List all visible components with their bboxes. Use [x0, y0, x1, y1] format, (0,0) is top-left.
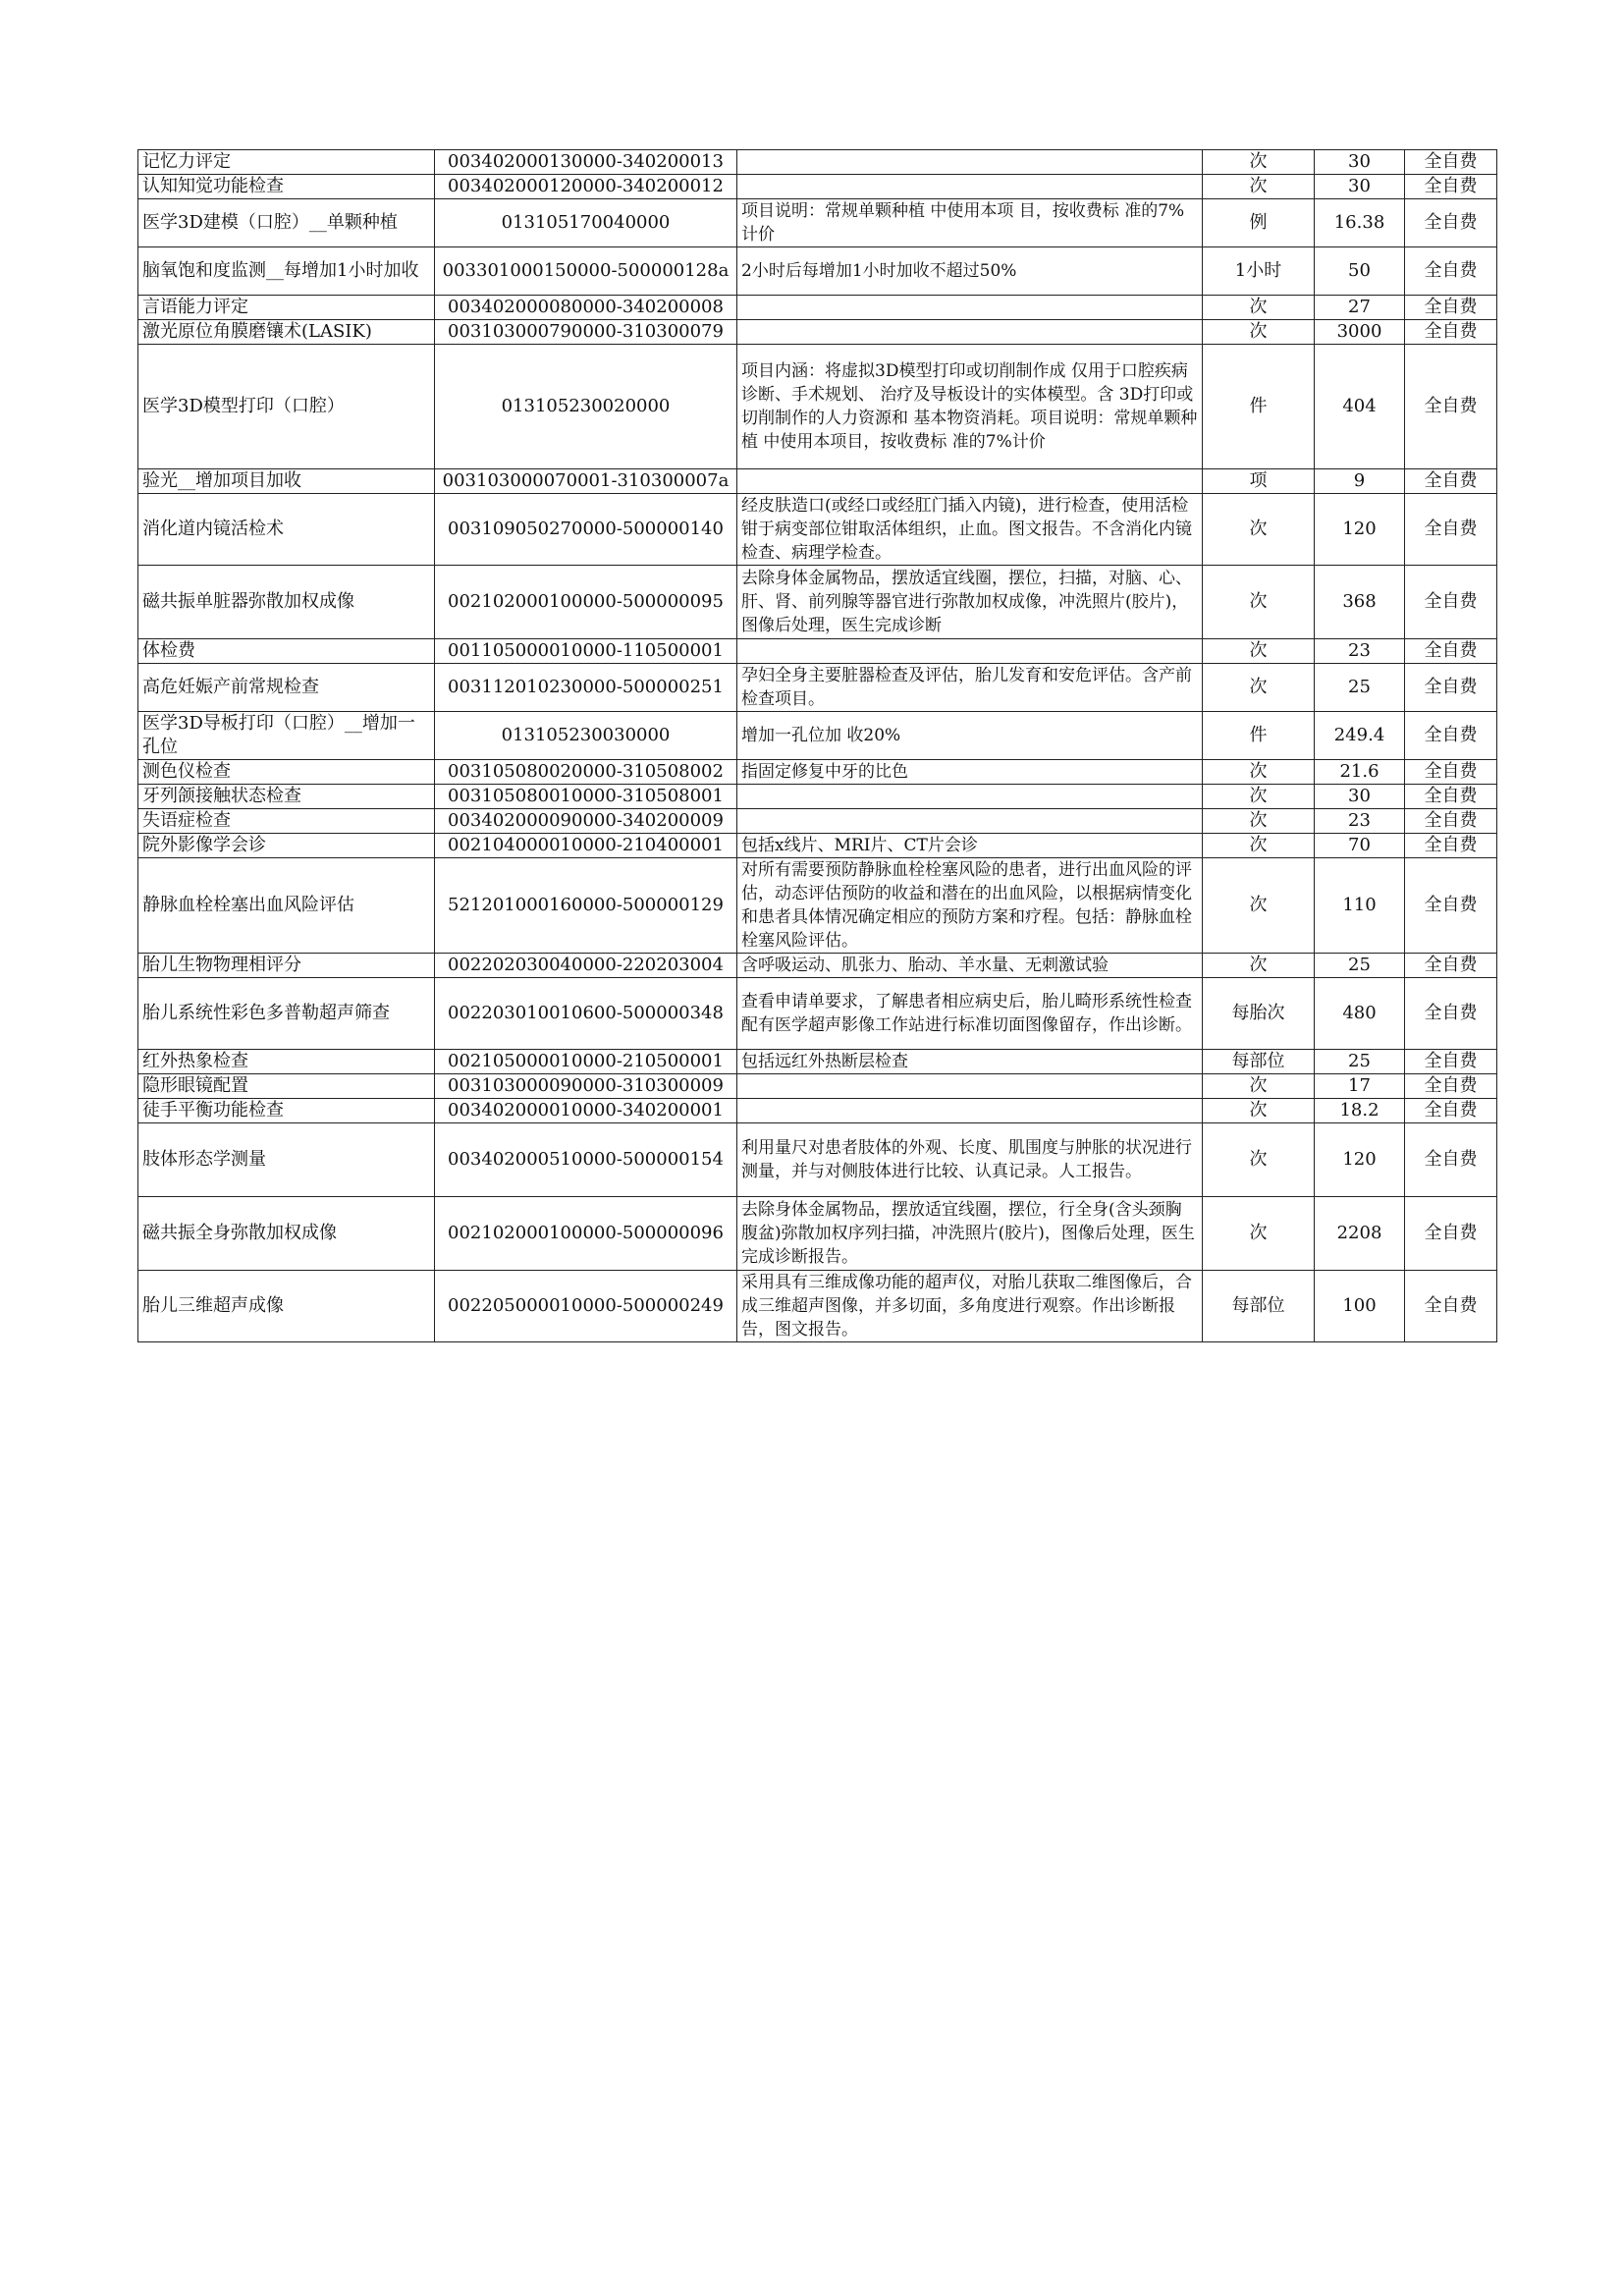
item-code-cell: 003402000010000-340200001	[435, 1099, 737, 1123]
fee-type-cell: 全自费	[1405, 954, 1497, 978]
item-name-cell: 言语能力评定	[138, 296, 435, 320]
item-code-cell: 003103000070001-310300007a	[435, 469, 737, 494]
table-row	[138, 1197, 1497, 1271]
item-name-cell: 消化道内镜活检术	[138, 494, 435, 566]
fee-type-cell: 全自费	[1405, 639, 1497, 664]
table-row	[138, 664, 1497, 712]
item-name-cell: 测色仪检查	[138, 760, 435, 785]
item-price-cell: 368	[1315, 566, 1405, 639]
item-code-cell: 003402000510000-500000154	[435, 1123, 737, 1197]
item-name-cell: 静脉血栓栓塞出血风险评估	[138, 858, 435, 954]
item-unit-cell: 次	[1203, 175, 1315, 199]
item-price-cell: 23	[1315, 639, 1405, 664]
item-code-cell: 013105230020000	[435, 345, 737, 469]
fee-type-cell: 全自费	[1405, 345, 1497, 469]
item-description-cell: 增加一孔位加 收20%	[737, 712, 1203, 760]
item-name-cell: 验光__增加项目加收	[138, 469, 435, 494]
fee-type-cell: 全自费	[1405, 469, 1497, 494]
table-row	[138, 1050, 1497, 1074]
item-description-cell	[737, 175, 1203, 199]
item-description-cell: 经皮肤造口(或经口或经肛门插入内镜)，进行检查，使用活检钳于病变部位钳取活体组织，止血。图文报告。不含消化内镜检查、病理学检查。	[737, 494, 1203, 566]
item-price-cell: 30	[1315, 175, 1405, 199]
fee-type-cell: 全自费	[1405, 809, 1497, 834]
table-row	[138, 320, 1497, 345]
item-description-cell: 利用量尺对患者肢体的外观、长度、肌围度与肿胀的状况进行测量，并与对侧肢体进行比较、认真记录。人工报告。	[737, 1123, 1203, 1197]
item-price-cell: 480	[1315, 978, 1405, 1050]
table-row	[138, 834, 1497, 858]
item-code-cell: 003105080010000-310508001	[435, 785, 737, 809]
table-row	[138, 978, 1497, 1050]
fee-type-cell: 全自费	[1405, 664, 1497, 712]
fee-type-cell: 全自费	[1405, 858, 1497, 954]
table-row	[138, 175, 1497, 199]
item-unit-cell: 次	[1203, 296, 1315, 320]
item-price-cell: 17	[1315, 1074, 1405, 1099]
fee-type-cell: 全自费	[1405, 175, 1497, 199]
item-price-cell: 120	[1315, 494, 1405, 566]
fee-type-cell: 全自费	[1405, 1123, 1497, 1197]
item-description-cell: 孕妇全身主要脏器检查及评估，胎儿发育和安危评估。含产前检查项目。	[737, 664, 1203, 712]
item-description-cell: 2小时后每增加1小时加收不超过50%	[737, 247, 1203, 296]
fee-type-cell: 全自费	[1405, 320, 1497, 345]
item-name-cell: 胎儿系统性彩色多普勒超声筛查	[138, 978, 435, 1050]
item-description-cell: 包括远红外热断层检查	[737, 1050, 1203, 1074]
item-description-cell	[737, 296, 1203, 320]
item-unit-cell: 每胎次	[1203, 978, 1315, 1050]
item-description-cell: 包括x线片、MRI片、CT片会诊	[737, 834, 1203, 858]
item-unit-cell: 次	[1203, 858, 1315, 954]
item-price-cell: 30	[1315, 150, 1405, 175]
item-description-cell	[737, 150, 1203, 175]
item-code-cell: 003112010230000-500000251	[435, 664, 737, 712]
item-description-cell	[737, 320, 1203, 345]
item-code-cell: 003301000150000-500000128a	[435, 247, 737, 296]
item-price-cell: 100	[1315, 1271, 1405, 1342]
item-description-cell: 含呼吸运动、肌张力、胎动、羊水量、无刺激试验	[737, 954, 1203, 978]
fee-type-cell: 全自费	[1405, 1074, 1497, 1099]
item-code-cell: 003402000090000-340200009	[435, 809, 737, 834]
item-description-cell	[737, 1099, 1203, 1123]
item-unit-cell: 次	[1203, 954, 1315, 978]
item-code-cell: 003105080020000-310508002	[435, 760, 737, 785]
item-price-cell: 9	[1315, 469, 1405, 494]
table-row	[138, 1271, 1497, 1342]
item-price-cell: 23	[1315, 809, 1405, 834]
item-description-cell: 去除身体金属物品，摆放适宜线圈，摆位，扫描，对脑、心、肝、肾、前列腺等器官进行弥散加权成像，冲洗照片(胶片)，图像后处理，医生完成诊断	[737, 566, 1203, 639]
item-code-cell: 002104000010000-210400001	[435, 834, 737, 858]
item-name-cell: 胎儿生物物理相评分	[138, 954, 435, 978]
item-unit-cell: 例	[1203, 199, 1315, 247]
item-price-cell: 404	[1315, 345, 1405, 469]
item-description-cell	[737, 469, 1203, 494]
table-row	[138, 345, 1497, 469]
item-unit-cell: 项	[1203, 469, 1315, 494]
item-code-cell: 003402000120000-340200012	[435, 175, 737, 199]
item-code-cell: 003103000090000-310300009	[435, 1074, 737, 1099]
table-row	[138, 858, 1497, 954]
fee-type-cell: 全自费	[1405, 712, 1497, 760]
item-code-cell: 013105230030000	[435, 712, 737, 760]
fee-type-cell: 全自费	[1405, 834, 1497, 858]
item-price-cell: 18.2	[1315, 1099, 1405, 1123]
item-unit-cell: 件	[1203, 345, 1315, 469]
item-price-cell: 3000	[1315, 320, 1405, 345]
item-price-cell: 249.4	[1315, 712, 1405, 760]
item-code-cell: 003402000130000-340200013	[435, 150, 737, 175]
item-unit-cell: 次	[1203, 150, 1315, 175]
table-row	[138, 566, 1497, 639]
item-name-cell: 医学3D模型打印（口腔）	[138, 345, 435, 469]
fee-type-cell: 全自费	[1405, 1271, 1497, 1342]
item-code-cell: 521201000160000-500000129	[435, 858, 737, 954]
item-name-cell: 高危妊娠产前常规检查	[138, 664, 435, 712]
item-unit-cell: 次	[1203, 1197, 1315, 1271]
item-name-cell: 牙列颌接触状态检查	[138, 785, 435, 809]
item-price-cell: 30	[1315, 785, 1405, 809]
table-row	[138, 150, 1497, 175]
fee-table	[137, 149, 1497, 1342]
fee-type-cell: 全自费	[1405, 785, 1497, 809]
fee-type-cell: 全自费	[1405, 247, 1497, 296]
fee-type-cell: 全自费	[1405, 199, 1497, 247]
item-price-cell: 50	[1315, 247, 1405, 296]
fee-type-cell: 全自费	[1405, 1050, 1497, 1074]
item-name-cell: 红外热象检查	[138, 1050, 435, 1074]
fee-type-cell: 全自费	[1405, 566, 1497, 639]
item-description-cell: 去除身体金属物品，摆放适宜线圈，摆位，行全身(含头颈胸腹盆)弥散加权序列扫描，冲洗照片(胶片)，图像后处理，医生完成诊断报告。	[737, 1197, 1203, 1271]
table-row	[138, 1074, 1497, 1099]
table-row	[138, 296, 1497, 320]
item-description-cell: 查看申请单要求，了解患者相应病史后，胎儿畸形系统性检查配有医学超声影像工作站进行标准切面图像留存，作出诊断。	[737, 978, 1203, 1050]
item-price-cell: 25	[1315, 1050, 1405, 1074]
table-row	[138, 809, 1497, 834]
fee-type-cell: 全自费	[1405, 494, 1497, 566]
table-row	[138, 1099, 1497, 1123]
fee-type-cell: 全自费	[1405, 296, 1497, 320]
item-unit-cell: 次	[1203, 494, 1315, 566]
item-description-cell	[737, 785, 1203, 809]
item-description-cell: 指固定修复中牙的比色	[737, 760, 1203, 785]
table-row	[138, 954, 1497, 978]
item-description-cell: 采用具有三维成像功能的超声仪，对胎儿获取二维图像后，合成三维超声图像，并多切面，多角度进行观察。作出诊断报告，图文报告。	[737, 1271, 1203, 1342]
item-name-cell: 磁共振全身弥散加权成像	[138, 1197, 435, 1271]
table-row	[138, 785, 1497, 809]
item-price-cell: 2208	[1315, 1197, 1405, 1271]
item-unit-cell: 次	[1203, 809, 1315, 834]
item-unit-cell: 次	[1203, 1099, 1315, 1123]
item-code-cell: 003402000080000-340200008	[435, 296, 737, 320]
item-name-cell: 隐形眼镜配置	[138, 1074, 435, 1099]
item-description-cell	[737, 639, 1203, 664]
item-description-cell	[737, 809, 1203, 834]
item-unit-cell: 每部位	[1203, 1050, 1315, 1074]
item-description-cell: 项目内涵：将虚拟3D模型打印或切削制作成 仅用于口腔疾病诊断、手术规划、 治疗及导板设计的实体模型。含 3D打印或切削制作的人力资源和 基本物资消耗。项目说明：常规单颗种植 中使用本项目，按收费标 准的7%计价	[737, 345, 1203, 469]
fee-type-cell: 全自费	[1405, 1197, 1497, 1271]
item-unit-cell: 次	[1203, 1123, 1315, 1197]
item-unit-cell: 1小时	[1203, 247, 1315, 296]
item-description-cell: 对所有需要预防静脉血栓栓塞风险的患者，进行出血风险的评估，动态评估预防的收益和潜在的出血风险，以根据病情变化和患者具体情况确定相应的预防方案和疗程。包括：静脉血栓栓塞风险评估。	[737, 858, 1203, 954]
table-row	[138, 760, 1497, 785]
item-code-cell: 003109050270000-500000140	[435, 494, 737, 566]
item-description-cell	[737, 1074, 1203, 1099]
item-code-cell: 002202030040000-220203004	[435, 954, 737, 978]
item-name-cell: 激光原位角膜磨镶术(LASIK)	[138, 320, 435, 345]
item-name-cell: 医学3D建模（口腔）__单颗种植	[138, 199, 435, 247]
item-unit-cell: 次	[1203, 785, 1315, 809]
table-row	[138, 469, 1497, 494]
item-price-cell: 120	[1315, 1123, 1405, 1197]
item-code-cell: 002102000100000-500000096	[435, 1197, 737, 1271]
item-unit-cell: 件	[1203, 712, 1315, 760]
fee-table-body	[138, 150, 1497, 1342]
item-unit-cell: 次	[1203, 664, 1315, 712]
item-price-cell: 110	[1315, 858, 1405, 954]
item-name-cell: 肢体形态学测量	[138, 1123, 435, 1197]
item-description-cell: 项目说明：常规单颗种植 中使用本项 目，按收费标 准的7%计价	[737, 199, 1203, 247]
item-price-cell: 27	[1315, 296, 1405, 320]
item-unit-cell: 次	[1203, 1074, 1315, 1099]
fee-type-cell: 全自费	[1405, 150, 1497, 175]
item-unit-cell: 次	[1203, 639, 1315, 664]
item-code-cell: 001105000010000-110500001	[435, 639, 737, 664]
item-price-cell: 70	[1315, 834, 1405, 858]
item-name-cell: 体检费	[138, 639, 435, 664]
table-row	[138, 199, 1497, 247]
item-unit-cell: 次	[1203, 566, 1315, 639]
table-row	[138, 712, 1497, 760]
item-name-cell: 脑氧饱和度监测__每增加1小时加收	[138, 247, 435, 296]
item-name-cell: 医学3D导板打印（口腔）__增加一孔位	[138, 712, 435, 760]
item-name-cell: 认知知觉功能检查	[138, 175, 435, 199]
table-row	[138, 247, 1497, 296]
table-row	[138, 1123, 1497, 1197]
fee-type-cell: 全自费	[1405, 760, 1497, 785]
item-name-cell: 徒手平衡功能检查	[138, 1099, 435, 1123]
item-price-cell: 21.6	[1315, 760, 1405, 785]
item-unit-cell: 次	[1203, 320, 1315, 345]
item-price-cell: 25	[1315, 664, 1405, 712]
item-unit-cell: 次	[1203, 834, 1315, 858]
table-row	[138, 494, 1497, 566]
item-price-cell: 16.38	[1315, 199, 1405, 247]
item-unit-cell: 次	[1203, 760, 1315, 785]
item-code-cell: 003103000790000-310300079	[435, 320, 737, 345]
fee-type-cell: 全自费	[1405, 978, 1497, 1050]
item-code-cell: 013105170040000	[435, 199, 737, 247]
item-name-cell: 失语症检查	[138, 809, 435, 834]
item-name-cell: 院外影像学会诊	[138, 834, 435, 858]
item-code-cell: 002105000010000-210500001	[435, 1050, 737, 1074]
item-name-cell: 磁共振单脏器弥散加权成像	[138, 566, 435, 639]
item-name-cell: 胎儿三维超声成像	[138, 1271, 435, 1342]
table-row	[138, 639, 1497, 664]
item-code-cell: 002205000010000-500000249	[435, 1271, 737, 1342]
item-price-cell: 25	[1315, 954, 1405, 978]
item-unit-cell: 每部位	[1203, 1271, 1315, 1342]
item-code-cell: 002102000100000-500000095	[435, 566, 737, 639]
fee-type-cell: 全自费	[1405, 1099, 1497, 1123]
item-name-cell: 记忆力评定	[138, 150, 435, 175]
item-code-cell: 002203010010600-500000348	[435, 978, 737, 1050]
